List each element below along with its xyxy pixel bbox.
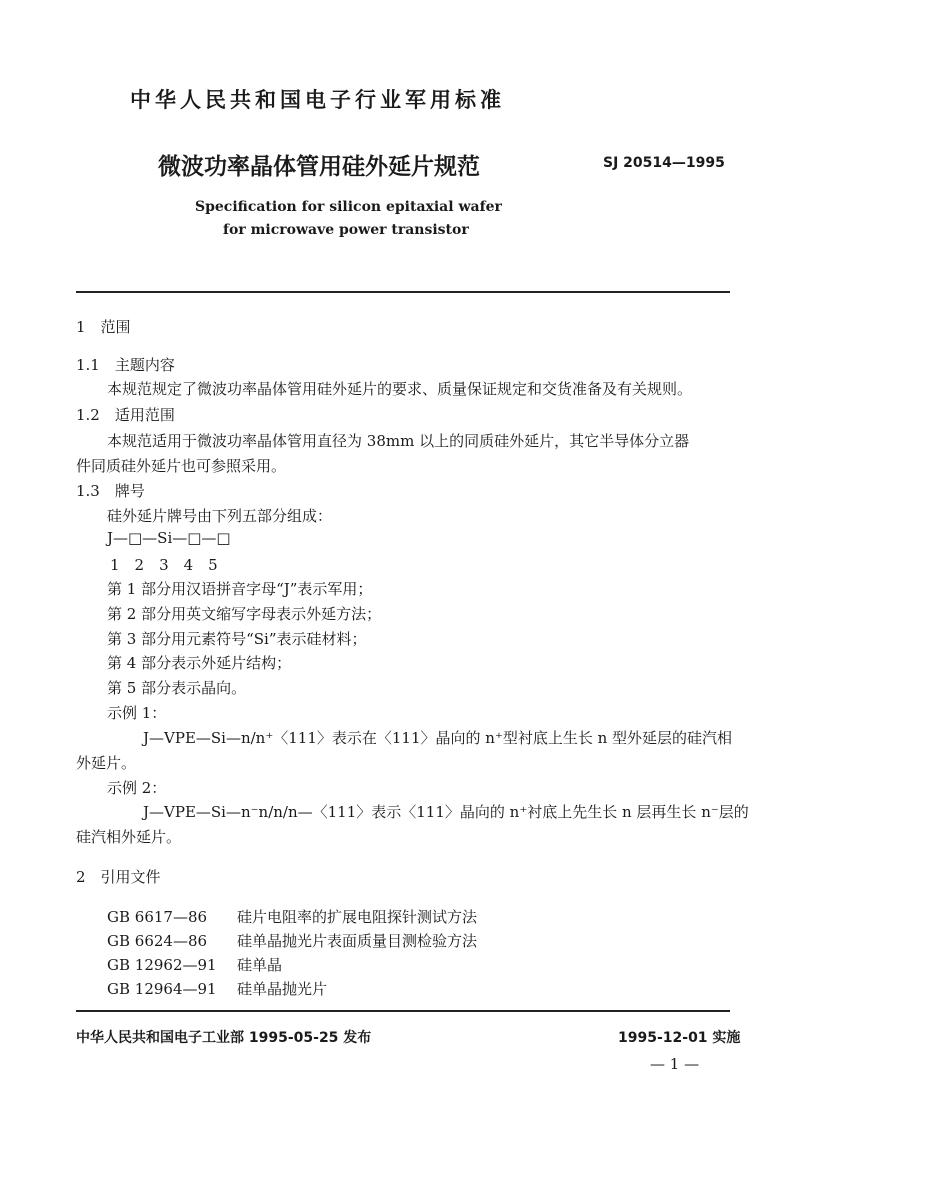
reference-code: GB 12964—91 xyxy=(107,980,217,998)
effective-date: 1995-12-01 实施 xyxy=(618,1030,741,1046)
org-standard-title: 中华人民共和国电子行业军用标准 xyxy=(130,88,505,112)
section-1-1-heading: 1.1 主题内容 xyxy=(76,356,175,374)
grade-pattern: J—□—Si—□—□ xyxy=(107,529,231,547)
reference-code: GB 6617—86 xyxy=(107,908,208,926)
section-1-1-text: 本规范规定了微波功率晶体管用硅外延片的要求、质量保证规定和交货准备及有关规则。 xyxy=(107,380,693,398)
grade-part-2: 第 2 部分用英文缩写字母表示外延方法； xyxy=(107,605,382,623)
example-1-line2: 外延片。 xyxy=(76,754,137,772)
example-2-line1: J—VPE—Si—n⁻n/n/n—〈111〉表示〈111〉晶向的 n⁺衬底上先生长 n 层再生长 n⁻层的 xyxy=(143,803,749,821)
document-title-en-line2: for microwave power transistor xyxy=(223,222,469,238)
section-2-heading: 2 引用文件 xyxy=(76,868,161,886)
page-number: — 1 — xyxy=(650,1055,700,1073)
reference-item xyxy=(107,930,477,951)
footer-divider xyxy=(76,1010,730,1012)
header-divider xyxy=(76,291,730,293)
example-2-line2: 硅汽相外延片。 xyxy=(76,828,182,846)
standard-code: SJ 20514—1995 xyxy=(603,155,725,171)
reference-title: 硅单晶抛光片 xyxy=(237,980,328,998)
reference-item xyxy=(107,954,282,975)
issuer-line: 中华人民共和国电子工业部 1995-05-25 发布 xyxy=(76,1030,372,1046)
grade-part-4: 第 4 部分表示外延片结构； xyxy=(107,654,292,672)
document-title-en-line1: Specification for silicon epitaxial wafer xyxy=(195,199,502,215)
example-2-label: 示例 2： xyxy=(107,779,167,797)
section-1-heading: 1 范围 xyxy=(76,318,131,336)
grade-part-3: 第 3 部分用元素符号“Si”表示硅材料； xyxy=(107,630,367,648)
grade-intro: 硅外延片牌号由下列五部分组成： xyxy=(107,507,333,525)
reference-code: GB 6624—86 xyxy=(107,932,208,950)
document-title-cn: 微波功率晶体管用硅外延片规范 xyxy=(158,154,480,180)
section-1-2-heading: 1.2 适用范围 xyxy=(76,406,175,424)
section-1-3-heading: 1.3 牌号 xyxy=(76,482,145,500)
reference-title: 硅片电阻率的扩展电阻探针测试方法 xyxy=(237,908,478,926)
grade-part-1: 第 1 部分用汉语拼音字母“J”表示军用； xyxy=(107,580,373,598)
grade-part-5: 第 5 部分表示晶向。 xyxy=(107,679,247,697)
reference-code: GB 12962—91 xyxy=(107,956,217,974)
section-1-2-text-line2: 件同质硅外延片也可参照采用。 xyxy=(76,457,287,475)
reference-title: 硅单晶抛光片表面质量目测检验方法 xyxy=(237,932,478,950)
reference-item xyxy=(107,906,477,927)
reference-item xyxy=(107,978,327,999)
reference-title: 硅单晶 xyxy=(237,956,283,974)
example-1-label: 示例 1： xyxy=(107,704,167,722)
example-1-line1: J—VPE—Si—n/n⁺〈111〉表示在〈111〉晶向的 n⁺型衬底上生长 n 型外延层的硅汽相 xyxy=(143,729,733,747)
section-1-2-text-line1: 本规范适用于微波功率晶体管用直径为 38mm 以上的同质硅外延片，其它半导体分立器 xyxy=(107,432,690,450)
grade-part-numbers: 1 2 3 4 5 xyxy=(110,556,218,574)
